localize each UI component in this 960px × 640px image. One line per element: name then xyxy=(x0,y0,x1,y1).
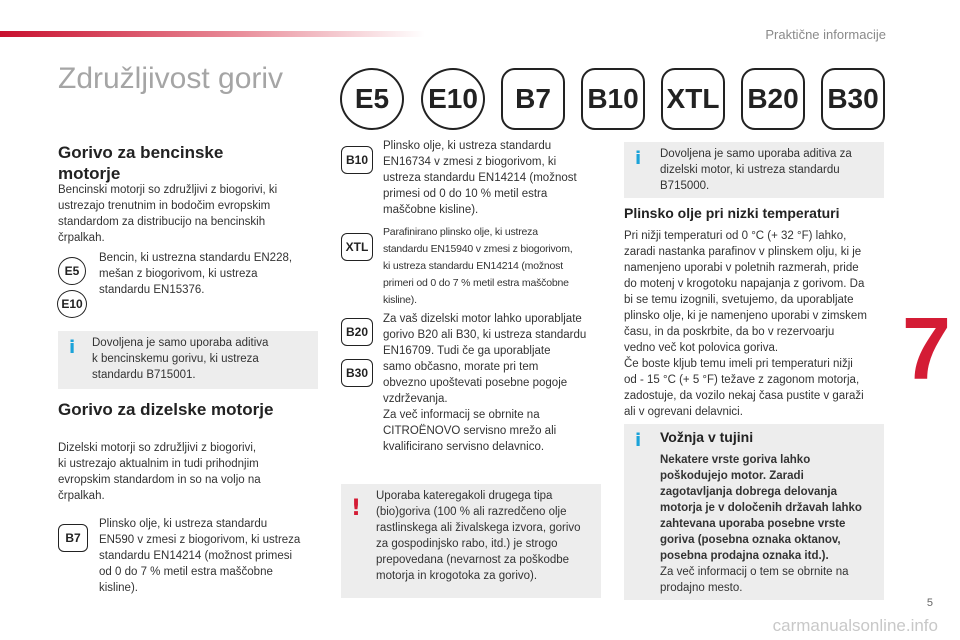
badge-e10-small: E10 xyxy=(57,290,87,318)
abroad-text: Za več informacij o tem se obrnite na prodajno mesto. xyxy=(660,566,849,594)
b7-text: Plinsko olje, ki ustreza standardu EN590 v zmesi z biogorivom, ki ustreza standardu EN14214 (možnost primesi od 0 do 7 % metil estra maščobne kisline). xyxy=(99,518,301,594)
diesel-heading: Gorivo za dizelske motorje xyxy=(58,400,274,419)
fuel-warning-note: ! Uporaba kateregakoli drugega tipa (bio)goriva (100 % ali razredčeno olje rastlinskega ali živalskega izvora, gorivo za gospodinjsko rabo, itd.) je strogo prepovedana (nevarnost za poškodbe motorja in krogotoka za gorivo). xyxy=(341,484,601,598)
badge-b7-small: B7 xyxy=(58,524,88,552)
badge-b30-small: B30 xyxy=(341,359,373,387)
badge-b20: B20 xyxy=(741,68,805,130)
section-header: Praktične informacije xyxy=(765,27,886,42)
abroad-heading: Vožnja v tujini xyxy=(660,429,754,445)
badge-e10: E10 xyxy=(421,68,485,130)
header-accent-bar xyxy=(0,31,425,37)
info-icon: i xyxy=(69,337,76,358)
low-temp-text: Pri nižji temperaturi od 0 °C (+ 32 °F) lahko, zaradi nastanka parafinov v plinskem olju, ki je namenjeno uporabi v poletnih razmerah, pride do motenj v krogotoku napajanja z gorivom. Da bi se temu izognili, svetujemo, da uporabljate plinsko olje, ki je namenjeno uporabi v zimskem času, in da poskrbite, da bo v rezervoarju vedno več kot polovica goriva. Če boste kljub temu imeli pri temperaturi nižji od - 15 °C (+ 5 °F) težave z zagonom motorja, zadostuje, da vozilo nekaj časa pustite v garaži ali v ogrevani delavnici. xyxy=(624,230,867,418)
diesel-intro: Dizelski motorji so združljivi z biogorivi, ki ustrezajo aktualnim in tudi prihodnjim evropskim standardom in so na voljo na črpalkah. xyxy=(58,442,261,502)
abroad-note xyxy=(624,424,884,600)
info-icon: i xyxy=(635,430,642,451)
badge-xtl-small: XTL xyxy=(341,233,373,261)
petrol-additive-note: i Dovoljena je samo uporaba aditiva k bencinskemu gorivu, ki ustreza standardu B715001. xyxy=(58,331,318,389)
diesel-additive-note: i Dovoljena je samo uporaba aditiva za dizelski motor, ki ustreza standardu B715000. xyxy=(624,142,884,198)
badge-b30: B30 xyxy=(821,68,885,130)
badge-b7: B7 xyxy=(501,68,565,130)
badge-e5-small: E5 xyxy=(58,257,86,285)
xtl-text: Parafinirano plinsko olje, ki ustreza standardu EN15940 v zmesi z biogorivom, ki ustreza standardu EN14214 (možnost primeri od 0 do 7 % metil estra maščobne kisline). xyxy=(383,226,573,306)
petrol-intro: Bencinski motorji so združljivi z biogorivi, ki ustrezajo trenutnim in bodočim evropskim standardom za distribucijo na bencinskih črpalkah. xyxy=(58,184,278,244)
badge-b10-small: B10 xyxy=(341,146,373,174)
page-title: Združljivost goriv xyxy=(58,62,284,95)
abroad-bold-text: Nekatere vrste goriva lahko poškodujejo motor. Zaradi zagotavljanja dobrega delovanja motorja je v določenih državah lahko zahtevana uporaba posebne vrste goriva (posebna oznaka oktanov, posebna prodajna oznaka itd.). xyxy=(660,454,862,562)
badge-b10: B10 xyxy=(581,68,645,130)
chapter-number: 7 xyxy=(902,299,951,398)
fuel-badge-row xyxy=(0,68,960,130)
b10-text: Plinsko olje, ki ustreza standardu EN16734 v zmesi z biogorivom, ki ustreza standardu EN14214 (možnost primesi od 0 do 10 % metil estra maščobne kisline). xyxy=(383,140,577,216)
badge-b20-small: B20 xyxy=(341,318,373,346)
petrol-heading: Gorivo za bencinske motorje xyxy=(58,143,224,183)
badge-xtl: XTL xyxy=(661,68,725,130)
badge-e5: E5 xyxy=(340,68,404,130)
warning-icon: ! xyxy=(351,496,362,521)
page-number: 5 xyxy=(926,597,933,609)
info-icon: i xyxy=(635,148,642,169)
petrol-e-text: Bencin, ki ustrezna standardu EN228, mešan z biogorivom, ki ustreza standardu EN15376. xyxy=(99,252,293,296)
b20-b30-text: Za vaš dizelski motor lahko uporabljate gorivo B20 ali B30, ki ustreza standardu EN16709. Tudi če ga uporabljate samo občasno, morate pri tem obvezno upoštevati posebne pogoje vzdrževanja. Za več informacij se obrnite na CITROËNOVO servisno mrežo ali kvalificirano servisno delavnico. xyxy=(383,313,587,453)
watermark: carmanualsonline.info xyxy=(772,616,938,635)
low-temp-heading: Plinsko olje pri nizki temperaturi xyxy=(624,205,840,221)
